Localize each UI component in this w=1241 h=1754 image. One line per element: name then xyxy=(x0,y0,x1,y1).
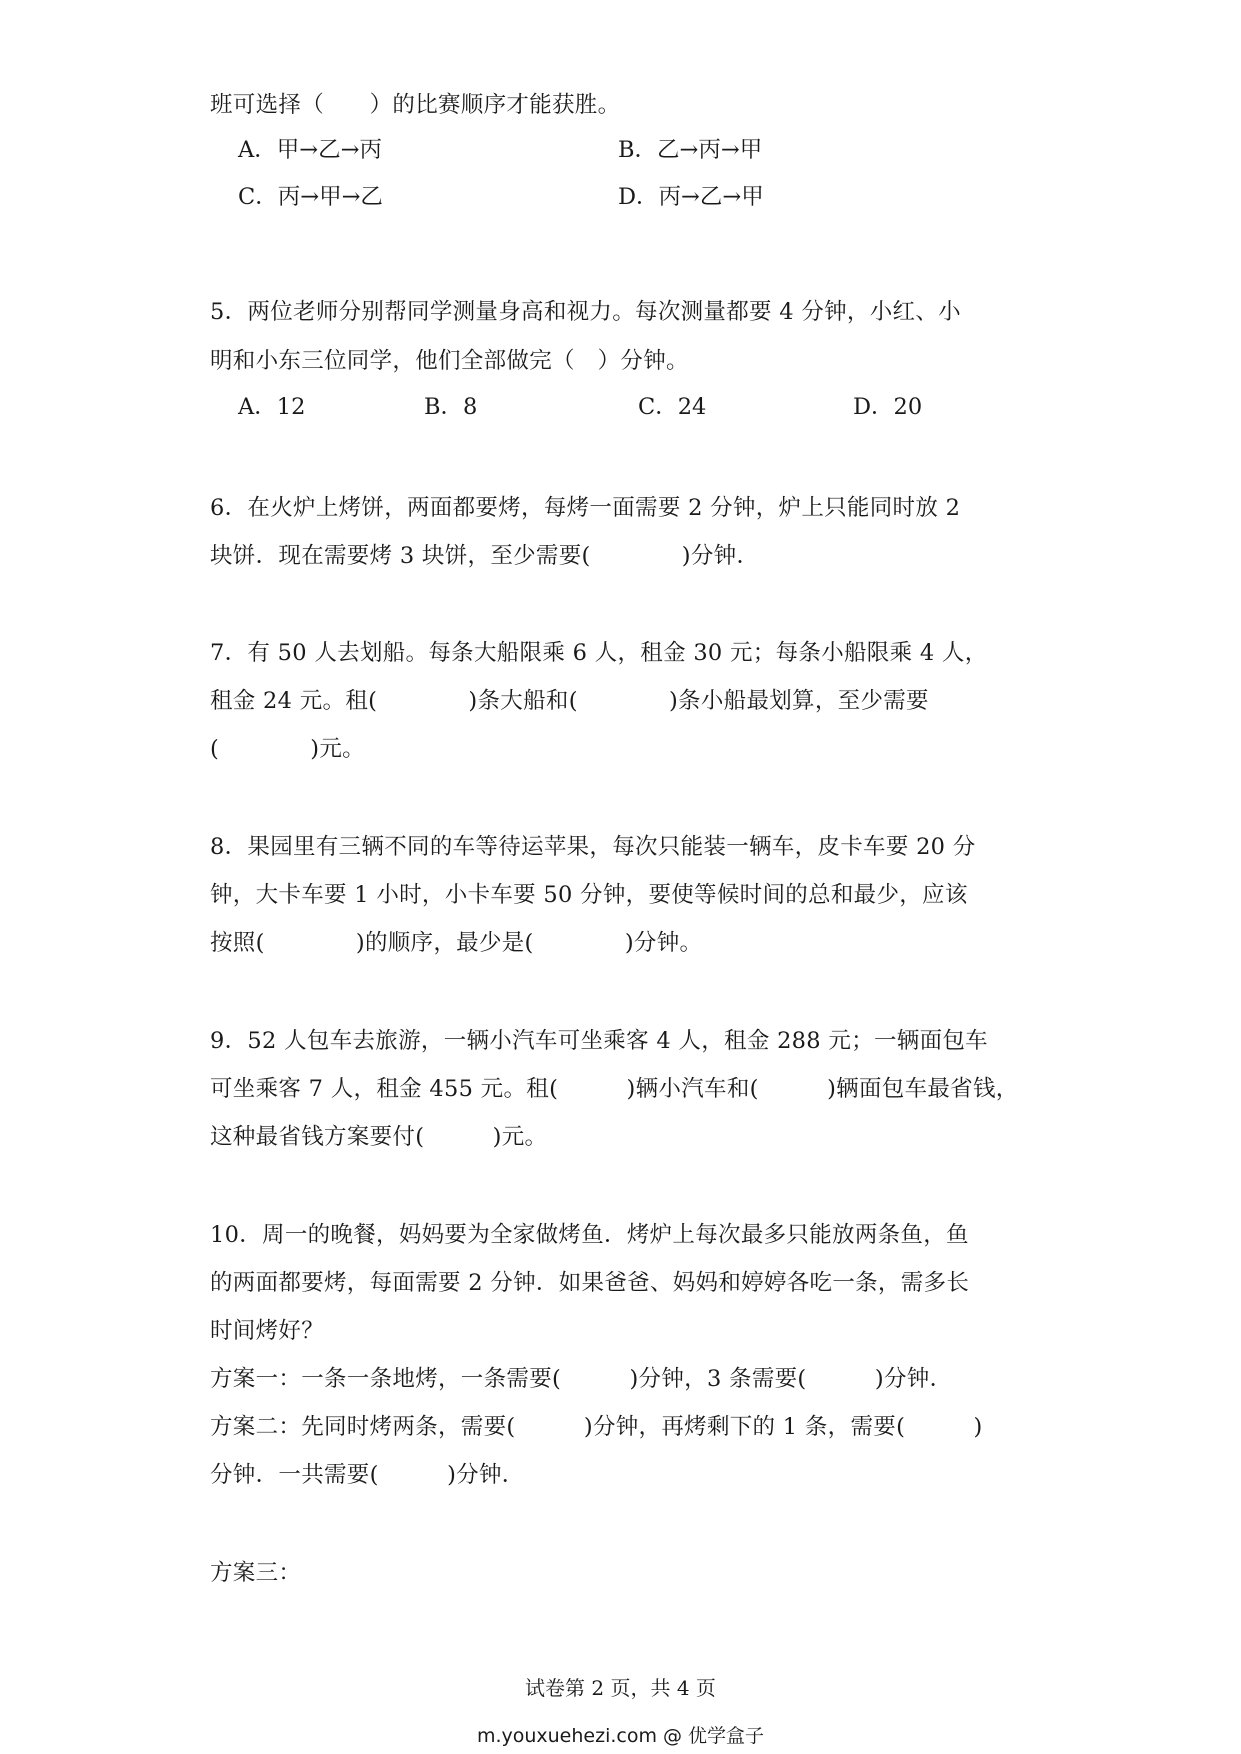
q8-line-3: 按照( )的顺序，最少是( )分钟。 xyxy=(210,930,703,956)
q5-option-a: A．12 xyxy=(238,394,306,420)
q10-plan-3: 方案三： xyxy=(210,1560,302,1586)
q10-plan-1: 方案一：一条一条地烤，一条需要( )分钟，3 条需要( )分钟． xyxy=(210,1366,953,1392)
q4-option-c: C．丙→甲→乙 xyxy=(238,184,383,210)
q10-line-1: 10．周一的晚餐，妈妈要为全家做烤鱼．烤炉上每次最多只能放两条鱼，鱼 xyxy=(210,1222,969,1248)
q10-line-2: 的两面都要烤，每面需要 2 分钟．如果爸爸、妈妈和婷婷各吃一条，需多长 xyxy=(210,1270,970,1296)
q5-option-d: D．20 xyxy=(853,394,923,420)
q10-line-3: 时间烤好？ xyxy=(210,1318,325,1344)
q7-line-2: 租金 24 元。租( )条大船和( )条小船最划算，至少需要 xyxy=(210,688,929,714)
page-footer: 试卷第 2 页，共 4 页 xyxy=(525,1676,716,1700)
q6-line-2: 块饼．现在需要烤 3 块饼，至少需要( )分钟． xyxy=(210,543,760,569)
q4-option-b: B．乙→丙→甲 xyxy=(618,137,763,163)
q10-plan-2: 方案二：先同时烤两条，需要( )分钟，再烤剩下的 1 条，需要( ) xyxy=(210,1414,983,1440)
q4-line-1: 班可选择（ ）的比赛顺序才能获胜。 xyxy=(210,92,621,118)
q5-line-1: 5．两位老师分别帮同学测量身高和视力。每次测量都要 4 分钟，小红、小 xyxy=(210,299,961,325)
q5-line-2: 明和小东三位同学，他们全部做完（ ）分钟。 xyxy=(210,348,689,374)
q6-line-1: 6．在火炉上烤饼，两面都要烤，每烤一面需要 2 分钟，炉上只能同时放 2 xyxy=(210,495,961,521)
q9-line-3: 这种最省钱方案要付( )元。 xyxy=(210,1124,548,1150)
q8-line-2: 钟，大卡车要 1 小时，小卡车要 50 分钟，要使等候时间的总和最少，应该 xyxy=(210,882,968,908)
q4-option-a: A．甲→乙→丙 xyxy=(238,137,382,163)
q7-line-3: ( )元。 xyxy=(210,736,365,762)
q5-option-c: C．24 xyxy=(638,394,707,420)
q8-line-1: 8．果园里有三辆不同的车等待运苹果，每次只能装一辆车，皮卡车要 20 分 xyxy=(210,834,976,860)
q9-line-2: 可坐乘客 7 人，租金 455 元。租( )辆小汽车和( )辆面包车最省钱， xyxy=(210,1076,1019,1102)
q10-plan-2-cont: 分钟．一共需要( )分钟． xyxy=(210,1462,525,1488)
q9-line-1: 9．52 人包车去旅游，一辆小汽车可坐乘客 4 人，租金 288 元；一辆面包车 xyxy=(210,1028,988,1054)
q7-line-1: 7．有 50 人去划船。每条大船限乘 6 人，租金 30 元；每条小船限乘 4 人， xyxy=(210,640,988,666)
watermark-link[interactable]: m.youxuehezi.com @ 优学盒子 xyxy=(476,1725,765,1747)
q5-option-b: B．8 xyxy=(424,394,478,420)
q4-option-d: D．丙→乙→甲 xyxy=(618,184,764,210)
